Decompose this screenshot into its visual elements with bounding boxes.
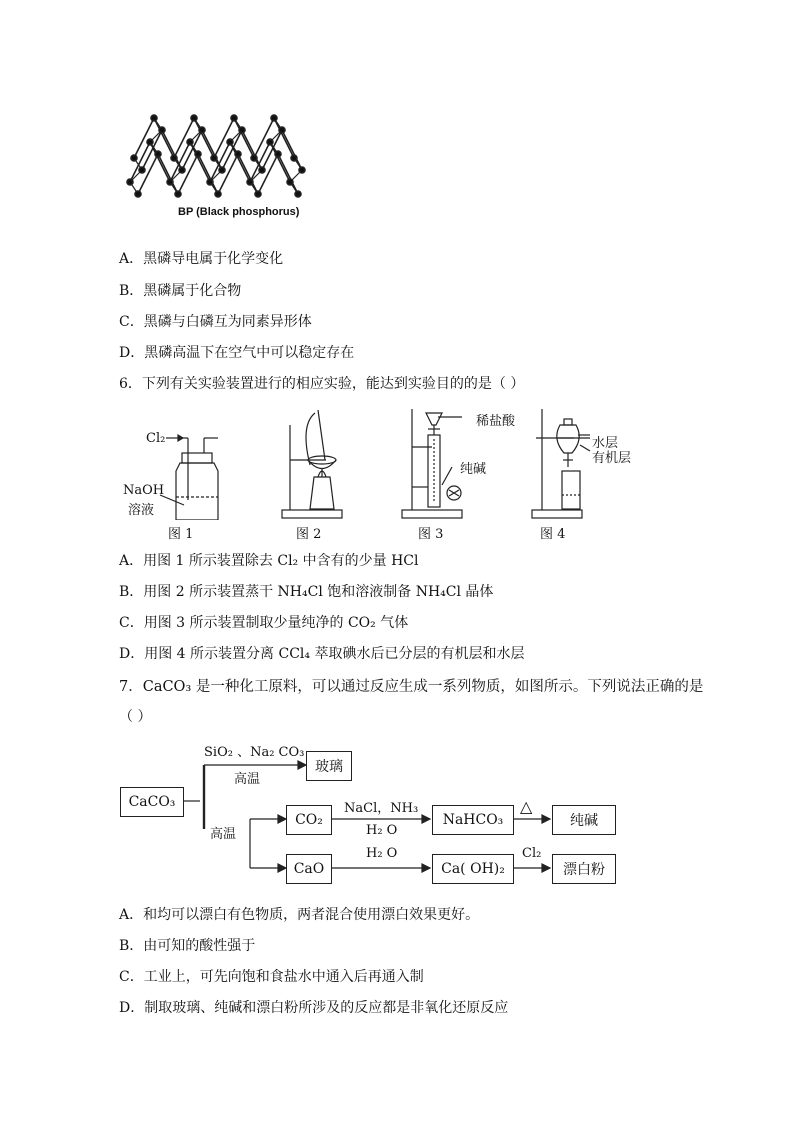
q6-option-d: D．用图 4 所示装置分离 CCl₄ 萃取碘水后已分层的有机层和水层 (119, 646, 525, 662)
flow-node-bleach: 漂白粉 (552, 854, 616, 884)
q7-flowchart (118, 735, 628, 890)
gas-washing-bottle-drawing (118, 405, 238, 520)
q7-option-c: C．工业上，可先向饱和食盐水中通入后再通入制 (119, 969, 424, 985)
flow-label-glass-reagents: SiO₂ 、Na₂ CO₃ (204, 745, 305, 760)
evaporation-apparatus-drawing (270, 405, 360, 520)
fig1-reagent-label-1: NaOH (123, 483, 165, 498)
fig1-reagent-label-2: 溶液 (128, 503, 155, 518)
q7-answer-paren: （ ） (119, 709, 152, 725)
q6-figure-4 (528, 405, 648, 540)
q6-option-b: B．用图 2 所示装置蒸干 NH₄Cl 饱和溶液制备 NH₄Cl 晶体 (119, 584, 494, 600)
fig3-acid-label: 稀盐酸 (476, 414, 516, 429)
flow-node-glass: 玻璃 (306, 751, 352, 781)
fig2-caption: 图 2 (296, 527, 322, 542)
flow-node-cao: CaO (286, 854, 332, 884)
black-phosphorus-figure (122, 98, 310, 226)
q5-option-a: A．黑磷导电属于化学变化 (119, 251, 284, 267)
separatory-funnel-drawing (528, 405, 648, 520)
flow-label-nacl-nh3: NaCl，NH₃ (344, 801, 419, 816)
fig1-caption: 图 1 (168, 527, 194, 542)
q6-option-a: A．用图 1 所示装置除去 Cl₂ 中含有的少量 HCl (119, 553, 419, 569)
q6-option-c: C．用图 3 所示装置制取少量纯净的 CO₂ 气体 (119, 615, 409, 631)
q7-option-b: B．由可知的酸性强于 (119, 938, 256, 954)
q5-option-b: B．黑磷属于化合物 (119, 283, 242, 299)
flow-node-caoh2: Ca( OH)₂ (432, 854, 514, 884)
flow-label-glass-condition: 高温 (234, 772, 261, 787)
flow-node-co2: CO₂ (286, 805, 332, 835)
q6-stem: 6．下列有关实验装置进行的相应实验，能达到实验目的的是（ ） (119, 376, 525, 392)
flow-node-caco3: CaCO₃ (120, 787, 184, 817)
flow-node-nahco3: NaHCO₃ (432, 805, 514, 835)
black-phosphorus-structure-image (122, 98, 310, 203)
q6-figure-1 (118, 405, 238, 540)
q6-figure-2 (270, 405, 360, 540)
q5-option-d: D．黑磷高温下在空气中可以稳定存在 (119, 345, 355, 361)
flow-node-soda: 纯碱 (552, 805, 616, 835)
q6-figure-3 (398, 405, 528, 540)
fig4-caption: 图 4 (540, 527, 566, 542)
fig1-gas-label: Cl₂ (146, 431, 166, 446)
flow-label-water-2: H₂ O (366, 846, 398, 861)
q7-stem: 7．CaCO₃ 是一种化工原料，可以通过反应生成一系列物质，如图所示。下列说法正确的是 (119, 679, 704, 695)
flow-label-cl2: Cl₂ (522, 846, 542, 861)
q5-option-c: C．黑磷与白磷互为同素异形体 (119, 314, 312, 330)
flow-label-decomposition-condition: 高温 (210, 827, 237, 842)
q7-option-a: A．和均可以漂白有色物质，两者混合使用漂白效果更好。 (119, 907, 480, 923)
fig3-solid-label: 纯碱 (460, 462, 487, 477)
flow-label-heat: △ (520, 797, 533, 816)
fig4-lower-label: 有机层 (592, 451, 632, 466)
fig3-caption: 图 3 (418, 527, 444, 542)
flow-label-water-1: H₂ O (366, 823, 398, 838)
q7-option-d: D．制取玻璃、纯碱和漂白粉所涉及的反应都是非氧化还原反应 (119, 1000, 509, 1016)
black-phosphorus-caption: BP (Black phosphorus) (178, 206, 300, 218)
gas-generator-drawing (398, 405, 528, 520)
fig4-upper-label: 水层 (592, 436, 619, 451)
